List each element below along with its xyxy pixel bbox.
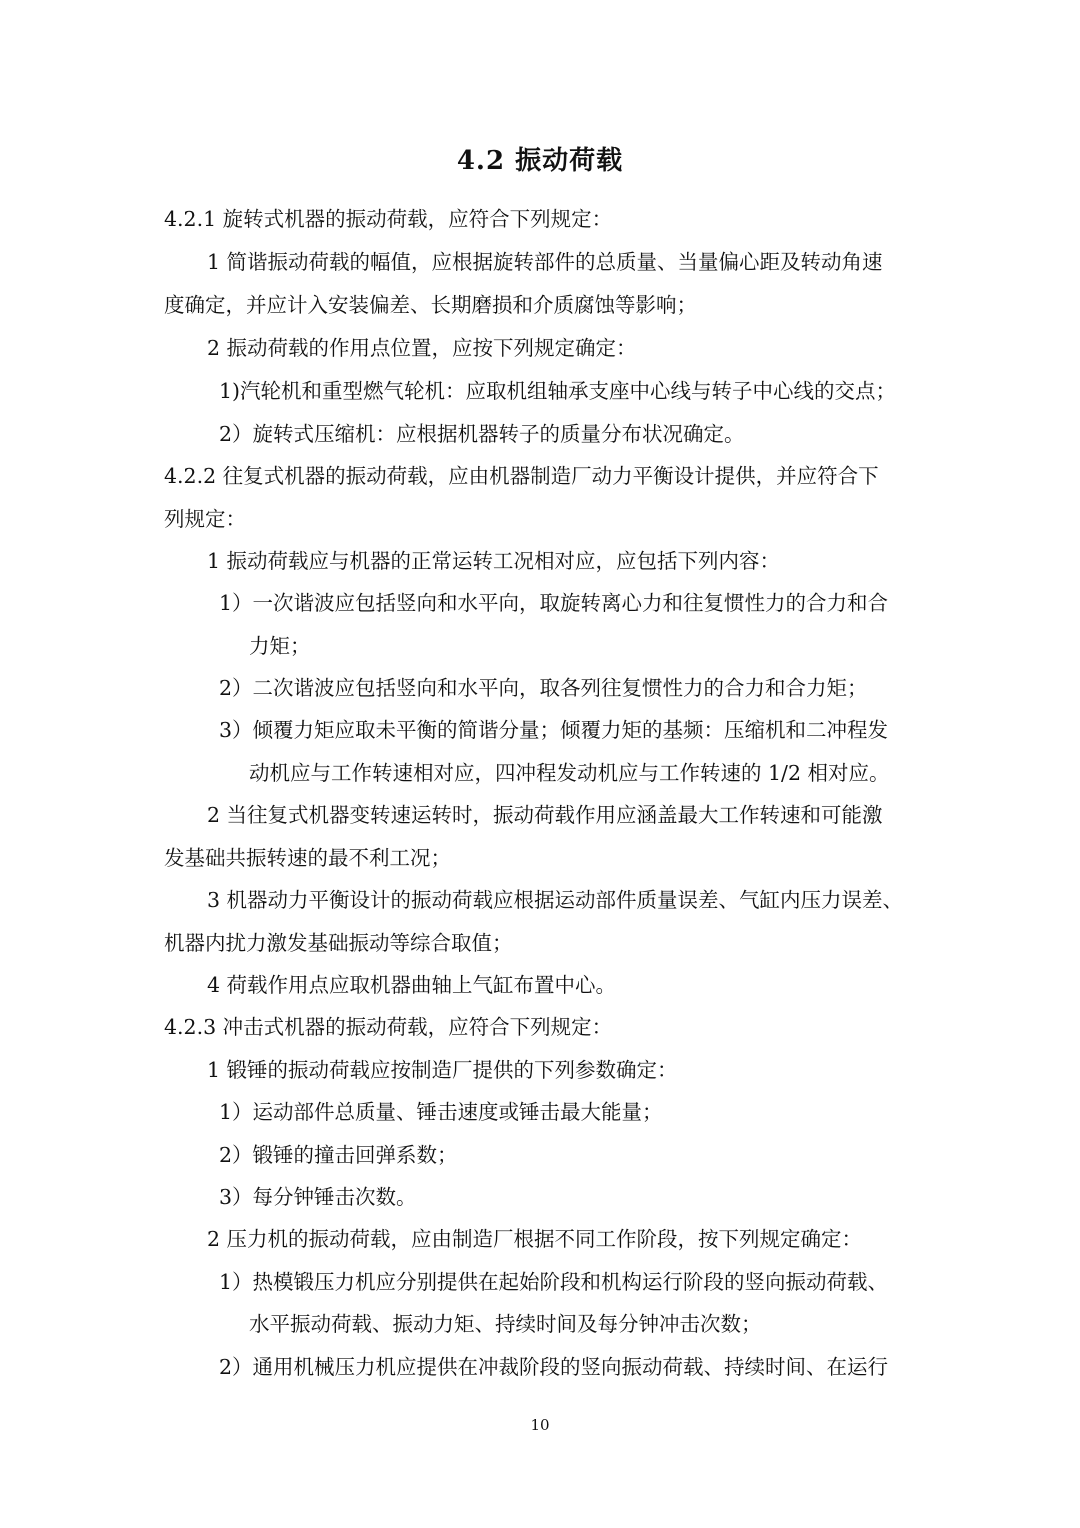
clause-4-2-3: 4.2.3 冲击式机器的振动荷载，应符合下列规定：: [164, 1015, 613, 1039]
list-item: 1）一次谐波应包括竖向和水平向，取旋转离心力和往复惯性力的合力和合: [219, 591, 889, 615]
paragraph-line: 2 压力机的振动荷载，应由制造厂根据不同工作阶段，按下列规定确定：: [207, 1227, 863, 1251]
clause-4-2-1: 4.2.1 旋转式机器的振动荷载，应符合下列规定：: [164, 207, 613, 231]
list-item: 3）倾覆力矩应取未平衡的简谐分量；倾覆力矩的基频：压缩机和二冲程发: [219, 718, 889, 742]
list-item-continuation: 力矩；: [249, 634, 311, 658]
list-item: 1）运动部件总质量、锤击速度或锤击最大能量；: [219, 1100, 663, 1124]
list-item: 2）二次谐波应包括竖向和水平向，取各列往复惯性力的合力和合力矩；: [219, 676, 868, 700]
list-item: 1）热模锻压力机应分别提供在起始阶段和机构运行阶段的竖向振动荷载、: [219, 1270, 889, 1294]
clause-4-2-2: 4.2.2 往复式机器的振动荷载，应由机器制造厂动力平衡设计提供，并应符合下: [164, 464, 879, 488]
paragraph-line: 2 振动荷载的作用点位置，应按下列规定确定：: [207, 336, 637, 360]
paragraph-line: 1 振动荷载应与机器的正常运转工况相对应，应包括下列内容：: [207, 549, 781, 573]
list-item: 1)汽轮机和重型燃气轮机：应取机组轴承支座中心线与转子中心线的交点；: [219, 379, 897, 403]
list-item: 3）每分钟锤击次数。: [219, 1185, 417, 1209]
list-item: 2）锻锤的撞击回弹系数；: [219, 1143, 458, 1167]
list-item: 2）通用机械压力机应提供在冲裁阶段的竖向振动荷载、持续时间、在运行: [219, 1355, 889, 1379]
paragraph-line: 发基础共振转速的最不利工况；: [164, 846, 451, 870]
paragraph-line: 度确定，并应计入安装偏差、长期磨损和介质腐蚀等影响；: [164, 293, 697, 317]
paragraph-line: 1 锻锤的振动荷载应按制造厂提供的下列参数确定：: [207, 1058, 678, 1082]
list-item: 2）旋转式压缩机：应根据机器转子的质量分布状况确定。: [219, 422, 745, 446]
page-number: 10: [530, 1416, 550, 1434]
paragraph-line: 4 荷载作用点应取机器曲轴上气缸布置中心。: [207, 973, 617, 997]
paragraph-line: 1 简谐振动荷载的幅值，应根据旋转部件的总质量、当量偏心距及转动角速: [207, 250, 883, 274]
paragraph-line: 3 机器动力平衡设计的振动荷载应根据运动部件质量误差、气缸内压力误差、: [207, 888, 904, 912]
list-item-continuation: 水平振动荷载、振动力矩、持续时间及每分钟冲击次数；: [249, 1312, 762, 1336]
paragraph-line: 列规定：: [164, 507, 246, 531]
list-item-continuation: 动机应与工作转速相对应，四冲程发动机应与工作转速的 1/2 相对应。: [249, 761, 890, 785]
paragraph-line: 机器内扰力激发基础振动等综合取值；: [164, 931, 513, 955]
paragraph-line: 2 当往复式机器变转速运转时，振动荷载作用应涵盖最大工作转速和可能激: [207, 803, 883, 827]
section-title: 4.2 振动荷载: [456, 146, 624, 176]
